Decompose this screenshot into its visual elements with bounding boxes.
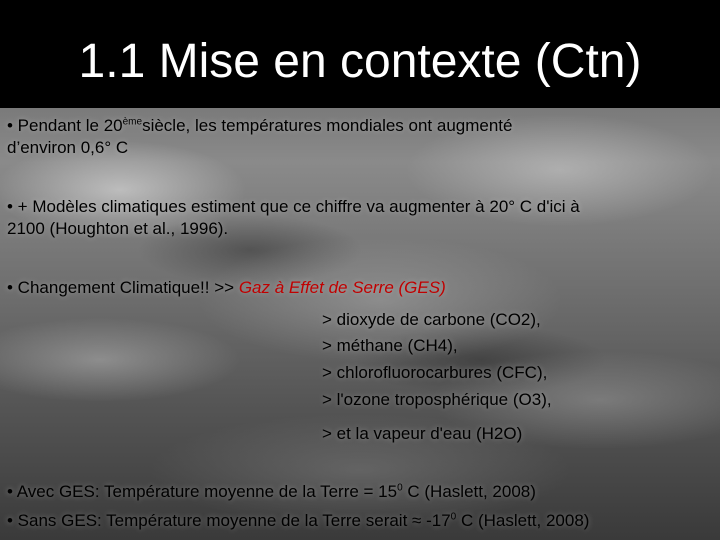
bullet-1-post: siècle, les températures mondiales ont augmenté: [142, 116, 513, 135]
slide-title: 1.1 Mise en contexte (Ctn): [78, 35, 642, 88]
bullet-3-line: [7, 277, 446, 299]
bullet-4-post: C (Haslett, 2008): [402, 482, 536, 501]
gas-item-o3: > l'ozone troposphérique (O3),: [322, 390, 552, 409]
bullet-4-line: [7, 481, 536, 503]
bullet-1-pre: • Pendant le 20: [7, 116, 123, 135]
bullet-1-line-2: d’environ 0,6° C: [7, 138, 129, 157]
bullet-5-post: C (Haslett, 2008): [456, 511, 590, 530]
bullet-5-line: [7, 510, 589, 532]
bullet-5-pre: • Sans GES: Température moyenne de la Terre serait ≈ -17: [7, 511, 451, 530]
bullet-3-lead: • Changement Climatique!! >>: [7, 278, 239, 297]
bullet-2-line-2: 2100 (Houghton et al., 1996).: [7, 219, 229, 238]
gas-item-ch4: > méthane (CH4),: [322, 336, 458, 355]
bullet-4-pre: • Avec GES: Température moyenne de la Terre = 15: [7, 482, 398, 501]
gas-item-h2o: > et la vapeur d'eau (H2O): [322, 424, 523, 443]
gas-item-co2: > dioxyde de carbone (CO2),: [322, 310, 541, 329]
bullet-2-line-1: • + Modèles climatiques estiment que ce chiffre va augmenter à 20° C d'ici à: [7, 197, 580, 216]
bullet-5-superscript: 0: [450, 511, 457, 523]
bullet-1-line-1: [7, 115, 513, 137]
bullet-4-superscript: 0: [397, 482, 403, 494]
gas-item-cfc: > chlorofluorocarbures (CFC),: [322, 363, 548, 382]
ges-highlight: Gaz à Effet de Serre (GES): [238, 278, 446, 297]
bullet-1-superscript: ème: [122, 116, 143, 128]
